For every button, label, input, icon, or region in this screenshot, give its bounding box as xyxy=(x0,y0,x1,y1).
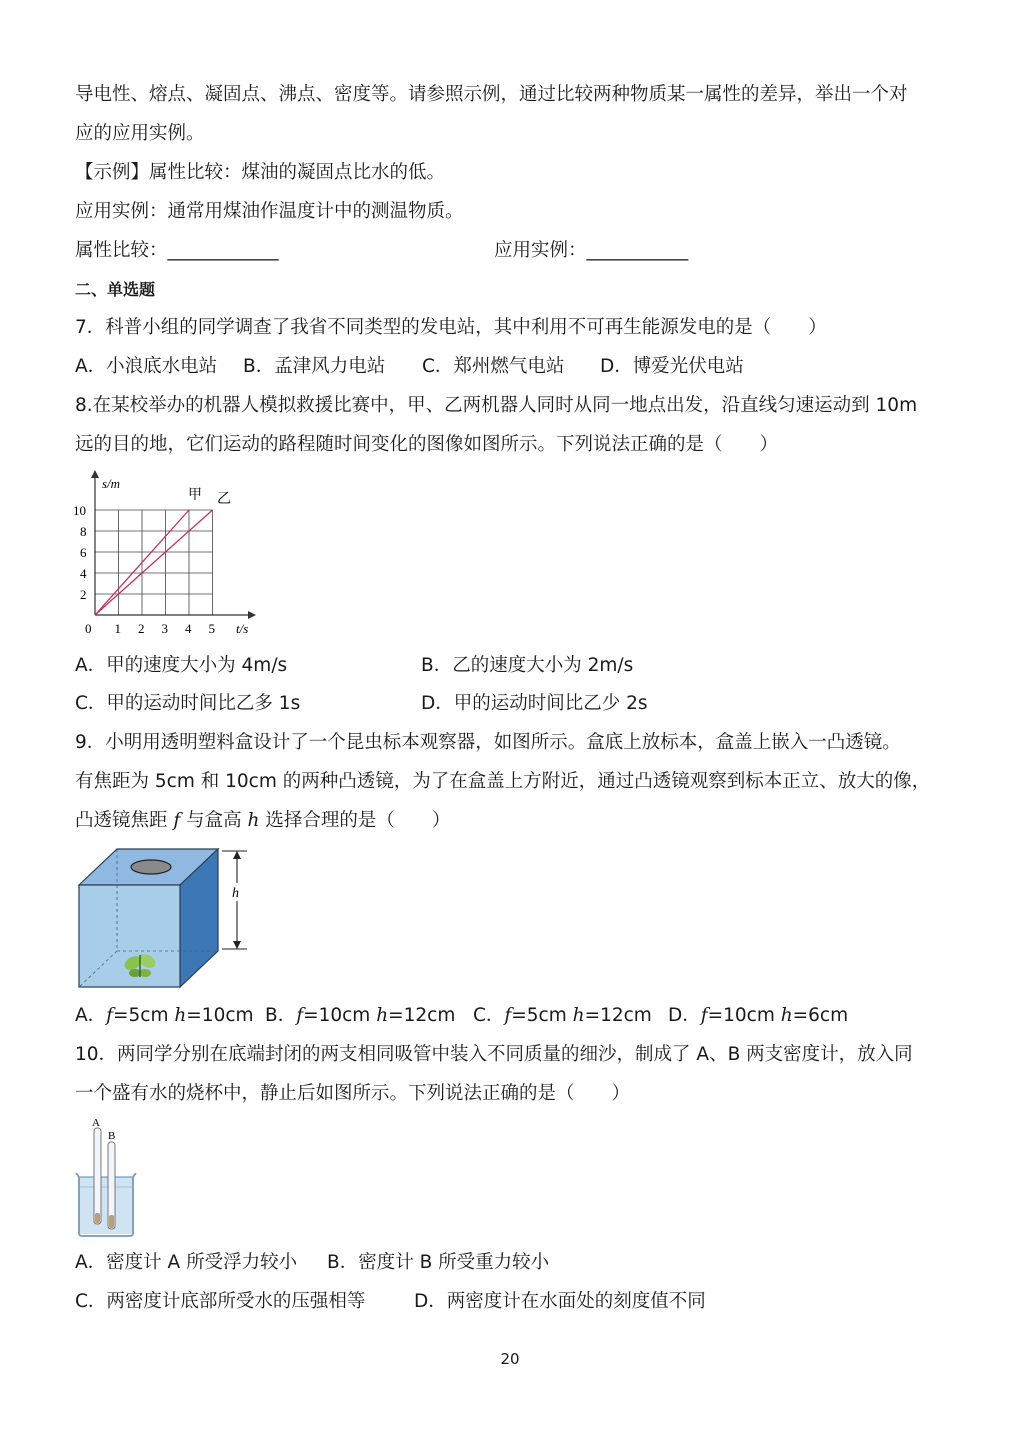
y-axis-arrow xyxy=(91,470,99,478)
page-number: 20 xyxy=(500,1350,520,1368)
series-label-jia: 甲 xyxy=(188,488,202,503)
q9-option-d: D．f=10cm h=6cm xyxy=(668,1005,849,1026)
q9-stem-1: 9．小明用透明塑料盒设计了一个昆虫标本观察器，如图所示。盒底上放标本，盒盖上嵌入一凸透镜。 xyxy=(75,732,901,753)
y-tick-10: 10 xyxy=(73,503,86,518)
q9-stem-2: 有焦距为 5cm 和 10cm 的两种凸透镜，为了在盒盖上方附近，通过凸透镜观察到标本正立、放大的像， xyxy=(75,771,931,792)
intro-line-1: 导电性、熔点、凝固点、沸点、密度等。请参照示例，通过比较两种物质某一属性的差异，举出一个对 xyxy=(75,84,908,105)
hydrometer-a xyxy=(94,1128,101,1224)
q7-option-d: D．博爱光伏电站 xyxy=(600,356,744,377)
q10-stem-1: 10．两同学分别在底端封闭的两支相同吸管中装入不同质量的细沙，制成了 A、B 两支密度计，放入同 xyxy=(75,1044,913,1065)
lens-icon xyxy=(131,860,171,874)
q8-option-b: B．乙的速度大小为 2m/s xyxy=(421,655,634,676)
y-tick-6: 6 xyxy=(80,545,87,560)
q8-option-d: D．甲的运动时间比乙少 2s xyxy=(421,693,648,714)
x-tick-3: 3 xyxy=(161,621,168,636)
q7-option-a: A．小浪底水电站 xyxy=(75,356,218,377)
q10-option-d: D．两密度计在水面处的刻度值不同 xyxy=(414,1291,706,1312)
y-axis-label: s/m xyxy=(102,476,121,491)
q10-stem-2: 一个盛有水的烧杯中，静止后如图所示。下列说法正确的是（ ） xyxy=(75,1083,631,1104)
section-title: 二、单选题 xyxy=(75,280,156,299)
x-axis-arrow xyxy=(248,611,256,619)
q10-option-a: A．密度计 A 所受浮力较小 xyxy=(75,1252,298,1273)
q9-stem-3: 凸透镜焦距 f 与盒高 h 选择合理的是（ ） xyxy=(75,810,451,831)
q8-stem-2: 远的目的地，它们运动的路程随时间变化的图像如图所示。下列说法正确的是（ ） xyxy=(75,434,779,455)
q8-option-a: A．甲的速度大小为 4m/s xyxy=(75,655,288,676)
h-label: h xyxy=(232,886,239,901)
q8-stem-1: 8.在某校举办的机器人模拟救援比赛中，甲、乙两机器人同时从同一地点出发，沿直线匀速运动到 10m xyxy=(75,395,918,416)
x-tick-4: 4 xyxy=(185,621,192,636)
beaker-figure xyxy=(72,1115,142,1240)
q10-option-b: B．密度计 B 所受重力较小 xyxy=(327,1252,550,1273)
q10-option-c: C．两密度计底部所受水的压强相等 xyxy=(75,1291,366,1312)
st-graph xyxy=(70,470,270,645)
series-label-yi: 乙 xyxy=(217,492,231,507)
insect-box-figure xyxy=(75,845,255,995)
intro-line-2: 应的应用实例。 xyxy=(75,123,205,144)
blank-attribute: 属性比较：____________ xyxy=(75,240,279,261)
y-tick-8: 8 xyxy=(80,524,87,539)
water xyxy=(79,1177,133,1234)
x-axis-label: t/s xyxy=(236,621,249,636)
q7-option-c: C．郑州燃气电站 xyxy=(422,356,565,377)
q7-option-b: B．孟津风力电站 xyxy=(243,356,386,377)
series-line-1 xyxy=(95,510,213,615)
q8-option-c: C．甲的运动时间比乙多 1s xyxy=(75,693,301,714)
x-tick-0: 0 xyxy=(85,621,92,636)
y-tick-4: 4 xyxy=(80,566,87,581)
q7-stem: 7．科普小组的同学调查了我省不同类型的发电站，其中利用不可再生能源发电的是（ ） xyxy=(75,317,827,338)
q9-option-a: A．f=5cm h=10cm xyxy=(75,1005,254,1026)
q9-option-b: B．f=10cm h=12cm xyxy=(265,1005,456,1026)
label-b: B xyxy=(108,1130,116,1142)
example-application: 应用实例：通常用煤油作温度计中的测温物质。 xyxy=(75,201,464,222)
x-tick-1: 1 xyxy=(114,621,121,636)
example-attribute: 【示例】属性比较：煤油的凝固点比水的低。 xyxy=(75,162,446,183)
label-a: A xyxy=(92,1117,100,1129)
blank-application: 应用实例：___________ xyxy=(494,240,689,261)
x-tick-2: 2 xyxy=(138,621,145,636)
q9-option-c: C．f=5cm h=12cm xyxy=(473,1005,652,1026)
y-tick-2: 2 xyxy=(80,587,87,602)
x-tick-5: 5 xyxy=(208,621,215,636)
